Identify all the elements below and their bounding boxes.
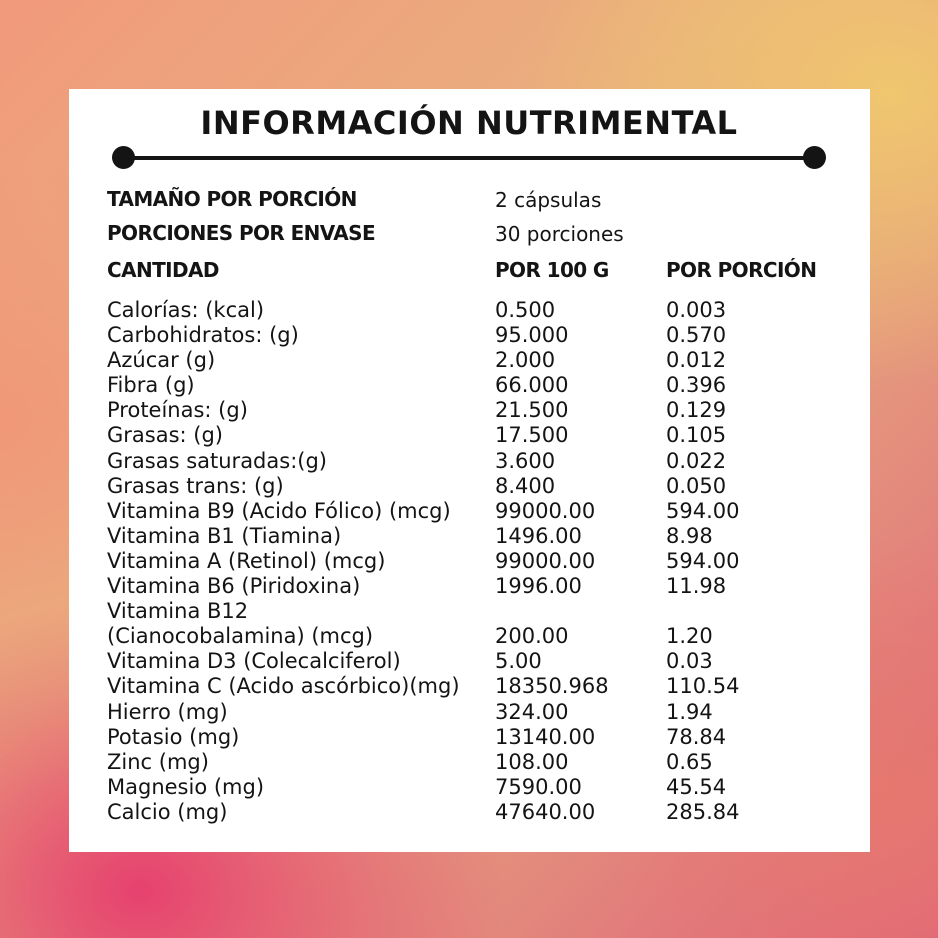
divider-right-dot bbox=[803, 146, 826, 169]
nutrient-row bbox=[107, 298, 837, 323]
nutrient-row bbox=[107, 599, 837, 624]
nutrient-row bbox=[107, 649, 837, 674]
value-per-100g: 108.00 bbox=[495, 749, 569, 774]
value-per-serving: 0.050 bbox=[666, 473, 727, 498]
servings-per-container-value: 30 porciones bbox=[495, 222, 624, 246]
value-per-serving: 285.84 bbox=[666, 799, 740, 824]
nutrient-row bbox=[107, 348, 837, 373]
serving-size-value: 2 cápsulas bbox=[495, 188, 602, 212]
title-divider bbox=[124, 156, 814, 160]
nutrient-row bbox=[107, 449, 837, 474]
value-per-100g: 99000.00 bbox=[495, 498, 596, 523]
value-per-serving: 0.003 bbox=[666, 298, 727, 322]
nutrient-row bbox=[107, 750, 837, 775]
value-per-100g: 13140.00 bbox=[495, 724, 596, 749]
nutrient-row bbox=[107, 499, 837, 524]
nutrient-name: Calorías: (kcal) bbox=[107, 298, 265, 322]
value-per-100g: 95.000 bbox=[495, 323, 569, 348]
value-per-serving: 594.00 bbox=[666, 498, 740, 523]
nutrient-row bbox=[107, 398, 837, 423]
value-per-100g: 324.00 bbox=[495, 699, 569, 724]
nutrient-name: Hierro (mg) bbox=[107, 699, 228, 724]
value-per-serving: 0.03 bbox=[666, 649, 713, 674]
nutrient-name: Grasas: (g) bbox=[107, 423, 223, 448]
nutrient-name: Proteínas: (g) bbox=[107, 398, 248, 423]
nutrient-row bbox=[107, 549, 837, 574]
value-per-100g: 18350.968 bbox=[495, 674, 609, 699]
value-per-serving: 0.570 bbox=[666, 323, 727, 348]
serving-size-label: TAMAÑO POR PORCIÓN bbox=[107, 187, 357, 211]
nutrient-name: Vitamina D3 (Colecalciferol) bbox=[107, 649, 401, 674]
page-title: INFORMACIÓN NUTRIMENTAL bbox=[200, 104, 738, 142]
value-per-serving: 1.20 bbox=[666, 624, 713, 649]
nutrient-name: Fibra (g) bbox=[107, 373, 195, 398]
value-per-serving: 1.94 bbox=[666, 699, 713, 724]
nutrient-name: Vitamina B6 (Piridoxina) bbox=[107, 574, 361, 599]
value-per-100g: 2.000 bbox=[495, 348, 556, 373]
value-per-serving: 8.98 bbox=[666, 523, 713, 548]
value-per-100g: 7590.00 bbox=[495, 774, 582, 799]
value-per-100g: 66.000 bbox=[495, 373, 569, 398]
column-header-per-serving: POR PORCIÓN bbox=[666, 258, 817, 282]
nutrient-name: Carbohidratos: (g) bbox=[107, 323, 299, 348]
nutrient-row bbox=[107, 474, 837, 499]
value-per-serving: 0.396 bbox=[666, 373, 727, 398]
value-per-100g: 17.500 bbox=[495, 423, 569, 448]
value-per-100g: 8.400 bbox=[495, 473, 556, 498]
value-per-serving: 110.54 bbox=[666, 674, 740, 699]
nutrient-row bbox=[107, 574, 837, 599]
column-header-amount: CANTIDAD bbox=[107, 258, 219, 282]
nutrient-row bbox=[107, 323, 837, 348]
nutrient-row bbox=[107, 800, 837, 825]
value-per-serving: 594.00 bbox=[666, 548, 740, 573]
value-per-serving: 0.105 bbox=[666, 423, 727, 448]
value-per-serving: 11.98 bbox=[666, 574, 727, 599]
value-per-serving: 0.012 bbox=[666, 348, 727, 373]
value-per-serving: 0.022 bbox=[666, 448, 727, 473]
nutrient-row bbox=[107, 423, 837, 448]
nutrient-name: Vitamina A (Retinol) (mcg) bbox=[107, 548, 386, 573]
nutrient-name: (Cianocobalamina) (mcg) bbox=[107, 624, 374, 649]
column-header-per-100g: POR 100 G bbox=[495, 258, 609, 282]
nutrient-list bbox=[107, 298, 837, 825]
value-per-serving: 0.129 bbox=[666, 398, 727, 423]
nutrient-name: Grasas saturadas:(g) bbox=[107, 448, 327, 473]
nutrient-name: Zinc (mg) bbox=[107, 749, 209, 774]
nutrient-name: Potasio (mg) bbox=[107, 724, 240, 749]
value-per-serving: 0.65 bbox=[666, 749, 713, 774]
value-per-100g: 21.500 bbox=[495, 398, 569, 423]
value-per-100g: 1496.00 bbox=[495, 523, 582, 548]
value-per-100g: 5.00 bbox=[495, 649, 542, 674]
nutrient-row bbox=[107, 700, 837, 725]
value-per-100g: 99000.00 bbox=[495, 548, 596, 573]
nutrient-row bbox=[107, 373, 837, 398]
nutrient-name: Azúcar (g) bbox=[107, 348, 216, 373]
nutrient-row bbox=[107, 674, 837, 699]
nutrient-row bbox=[107, 524, 837, 549]
value-per-100g: 3.600 bbox=[495, 448, 556, 473]
value-per-100g: 200.00 bbox=[495, 624, 569, 649]
nutrient-name: Calcio (mg) bbox=[107, 799, 228, 824]
nutrient-name: Vitamina B9 (Acido Fólico) (mcg) bbox=[107, 498, 451, 523]
value-per-100g: 1996.00 bbox=[495, 574, 582, 599]
nutrient-row bbox=[107, 775, 837, 800]
value-per-100g: 0.500 bbox=[495, 298, 556, 322]
nutrient-name: Vitamina B12 bbox=[107, 599, 249, 624]
nutrient-row bbox=[107, 725, 837, 750]
servings-per-container-label: PORCIONES POR ENVASE bbox=[107, 221, 376, 245]
nutrient-name: Vitamina C (Acido ascórbico)(mg) bbox=[107, 674, 460, 699]
nutrient-name: Magnesio (mg) bbox=[107, 774, 265, 799]
value-per-100g: 47640.00 bbox=[495, 799, 596, 824]
value-per-serving: 45.54 bbox=[666, 774, 727, 799]
nutrient-row bbox=[107, 624, 837, 649]
nutrient-name: Grasas trans: (g) bbox=[107, 473, 284, 498]
nutrient-name: Vitamina B1 (Tiamina) bbox=[107, 523, 342, 548]
value-per-serving: 78.84 bbox=[666, 724, 727, 749]
